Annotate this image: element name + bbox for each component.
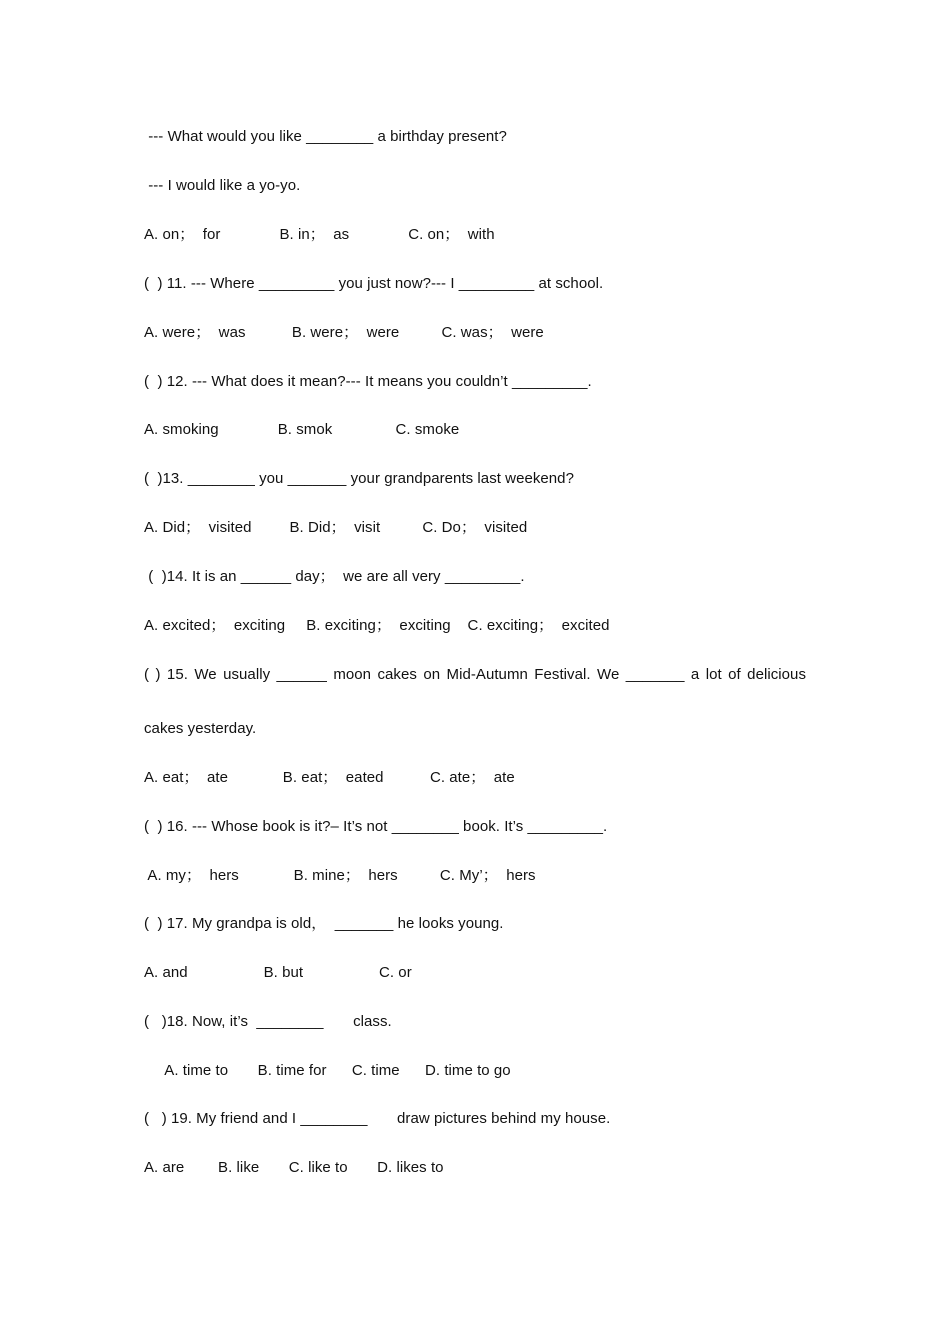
- question-12-prompt: ( ) 12. --- What does it mean?--- It means you couldn’t _________.: [144, 373, 592, 390]
- question-11-prompt: ( ) 11. --- Where _________ you just now?--- I _________ at school.: [144, 275, 604, 292]
- question-13-prompt: ( )13. ________ you _______ your grandparents last weekend?: [144, 470, 574, 487]
- question-18-options: A. time to B. time for C. time D. time to go: [144, 1062, 511, 1079]
- question-10-options: A. on； for B. in； as C. on； with: [144, 226, 495, 243]
- question-12-options: A. smoking B. smok C. smoke: [144, 421, 460, 438]
- question-15-options: A. eat； ate B. eat； eated C. ate； ate: [144, 769, 515, 786]
- question-13-options: A. Did； visited B. Did； visit C. Do； visited: [144, 519, 528, 536]
- question-16-options: A. my； hers B. mine； hers C. My’； hers: [144, 867, 536, 884]
- question-19-prompt: ( ) 19. My friend and I ________ draw pictures behind my house.: [144, 1110, 611, 1127]
- question-15-prompt-continued: cakes yesterday.: [144, 720, 257, 737]
- question-11-options: A. were； was B. were； were C. was； were: [144, 324, 544, 341]
- question-14-options: A. excited； exciting B. exciting； exciting C. exciting； excited: [144, 617, 610, 634]
- question-15-prompt: ( ) 15. We usually ______ moon cakes on Mid-Autumn Festival. We _______ a lot of delicious: [144, 666, 806, 683]
- question-17-options: A. and B. but C. or: [144, 964, 412, 981]
- question-14-prompt: ( )14. It is an ______ day； we are all very _________.: [144, 568, 525, 585]
- question-10-prompt: --- What would you like ________ a birthday present?: [144, 128, 507, 145]
- question-18-prompt: ( )18. Now, it’s ________ class.: [144, 1013, 392, 1030]
- question-19-options: A. are B. like C. like to D. likes to: [144, 1159, 444, 1176]
- question-16-prompt: ( ) 16. --- Whose book is it?– It’s not ________ book. It’s _________.: [144, 818, 608, 835]
- question-17-prompt: ( ) 17. My grandpa is old， _______ he looks young.: [144, 915, 504, 932]
- question-10-answer-line: --- I would like a yo-yo.: [144, 177, 301, 194]
